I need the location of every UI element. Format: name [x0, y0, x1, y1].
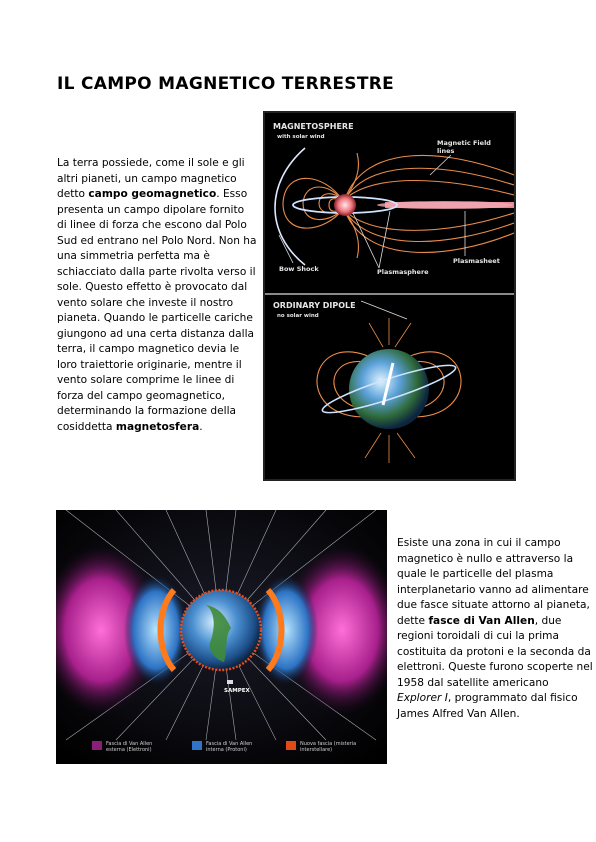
label-magnetosphere: MAGNETOSPHERE: [273, 122, 354, 131]
intro-paragraph: [57, 156, 257, 435]
legend-swatch-inner: [192, 741, 202, 750]
term-explorer-i: Explorer I: [397, 692, 448, 704]
text-run: , due regioni toroidali di cui la prima costituita da protoni e la seconda da elettroni. Queste furono scoperte nel 1958 dal satellite americano: [397, 614, 593, 689]
page-title: IL CAMPO MAGNETICO TERRESTRE: [57, 74, 395, 94]
legend-swatch-outer: [92, 741, 102, 750]
label-magnetic-field: Magnetic Field: [437, 139, 491, 147]
text-run: . Esso presenta un campo dipolare fornito di linee di forza che escono dal Polo Sud ed entrano nel Polo Nord. Non ha una simmetria perfetta ma è schiacciato dalla parte rivolta verso il sole. Questo effetto è provocato dal vento solare che investe il nostro pianeta. Quando le particelle cariche giungono ad una certa distanza dalla terra, il campo magnetico devia le loro traiettorie originarie, mentre il vento solare comprime le linee di forza del campo geomagnetico, determinando la formazione della cosiddetta: [57, 188, 257, 433]
van-allen-illustration: [56, 510, 387, 764]
term-magnetosfera: magnetosfera: [115, 420, 200, 433]
van-allen-legend: [92, 741, 356, 753]
legend-inner-line2: interna (Protoni): [206, 747, 247, 753]
label-plasmasheet: Plasmasheet: [453, 257, 500, 265]
text-run: Esiste una zona in cui il campo magnetico è nullo e attraverso la quale le particelle del plasma interplanetario vanno ad alimentare due fasce situate attorno al pianeta, dette: [397, 537, 590, 627]
text-run: .: [199, 420, 203, 433]
legend-outer-line1: Fascia di Van Allen: [106, 741, 153, 747]
legend-outer-line2: esterna (Elettroni): [106, 747, 152, 753]
magnetosphere-illustration: [265, 113, 514, 479]
label-plasmasphere: Plasmasphere: [377, 268, 429, 276]
label-bow-shock: Bow Shock: [279, 265, 319, 273]
legend-swatch-new: [286, 741, 296, 750]
term-fasce-van-allen: fasce di Van Allen: [428, 614, 535, 627]
van-allen-paragraph: [397, 536, 593, 722]
label-no-solar-wind: no solar wind: [277, 313, 319, 319]
label-sampex: SAMPEX: [224, 688, 250, 694]
legend-new-line2: interstellare): [300, 747, 333, 753]
text-run: , programmato dal fisico James Alfred Van Allen.: [397, 692, 578, 720]
term-campo-geomagnetico: campo geomagnetico: [88, 188, 217, 200]
label-lines: lines: [437, 147, 455, 155]
legend-new-line1: Nuova fascia (misteria: [300, 741, 357, 747]
label-ordinary-dipole: ORDINARY DIPOLE: [273, 301, 356, 310]
label-with-solar-wind: with solar wind: [277, 134, 325, 140]
magnetosphere-figure: [263, 111, 516, 481]
text-run: La terra possiede, come il sole e gli altri pianeti, un campo magnetico detto: [57, 157, 245, 200]
van-allen-belts-figure: [56, 510, 387, 764]
legend-inner-line1: Fascia di Van Allen: [206, 741, 253, 747]
